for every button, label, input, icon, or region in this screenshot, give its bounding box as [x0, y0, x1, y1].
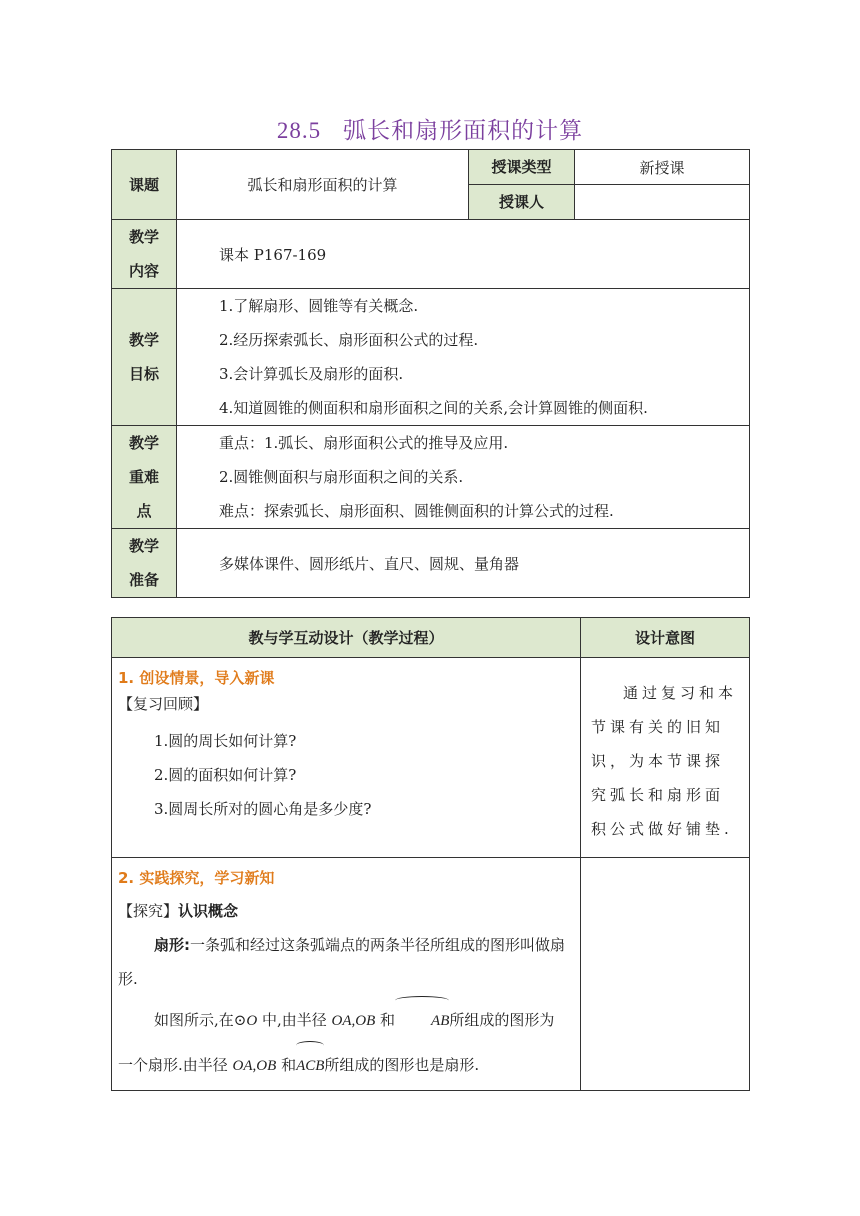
example-line1 [118, 996, 574, 1041]
sector-term: 扇形: [154, 936, 190, 954]
content-label [112, 220, 177, 289]
example-text: 中,由半径 [257, 1011, 332, 1029]
arc-acb: ACB [296, 1046, 324, 1086]
keti-label: 课题 [112, 150, 177, 220]
example-text: 和 [375, 1011, 396, 1029]
goal-item: 4.知道圆锥的侧面积和扇形面积之间的关系,会计算圆锥的侧面积. [219, 399, 648, 417]
lesson-info-table [111, 149, 750, 598]
process-header: 教与学互动设计（教学过程） [112, 618, 581, 658]
key-label-line1: 教学 [128, 434, 159, 452]
review-label: 【复习回顾】 [118, 695, 209, 713]
example-line2 [118, 1041, 574, 1086]
arc-ab: AB [395, 1001, 449, 1041]
explore-title: 认识概念 [178, 902, 239, 920]
explore-label: 【探究】 [118, 902, 179, 920]
key-point-item: 重点：1.弧长、扇形面积公式的推导及应用. [219, 434, 509, 452]
explore-heading [118, 890, 574, 928]
goal-item: 2.经历探索弧长、扇形面积公式的过程. [219, 331, 479, 349]
example-text: 所组成的图形为 [449, 1011, 555, 1029]
intent-text: 通过复习和本节课有关的旧知识，为本节课探究弧长和扇形面积公式做好铺垫. [591, 684, 738, 838]
key-point-item: 2.圆锥侧面积与扇形面积之间的关系. [219, 468, 464, 486]
goal-label-line1: 教学 [128, 331, 159, 349]
section1-cell [112, 658, 581, 858]
key-label-line3: 点 [136, 502, 152, 520]
content-label-line1: 教学 [128, 228, 159, 246]
teacher-label: 授课人 [469, 185, 575, 220]
process-table [111, 617, 750, 1091]
sector-def: 一条弧和经过这条弧端点的两条半径所组成的图形叫做扇形. [118, 936, 566, 988]
goal-item: 3.会计算弧长及扇形的面积. [219, 365, 404, 383]
type-label: 授课类型 [469, 150, 575, 185]
intent-header: 设计意图 [581, 618, 750, 658]
review-item: 1.圆的周长如何计算? [154, 732, 297, 750]
prep-value: 多媒体课件、圆形纸片、直尺、圆规、量角器 [177, 529, 750, 598]
keti-value: 弧长和扇形面积的计算 [177, 150, 469, 220]
example-text: 和 [276, 1056, 297, 1074]
example-text: 如图所示,在⊙ [154, 1011, 247, 1029]
content-value: 课本 P167-169 [177, 220, 750, 289]
key-points [177, 426, 750, 529]
sector-definition [118, 928, 574, 996]
goal-label-line2: 目标 [128, 365, 159, 383]
key-label-line2: 重难 [128, 468, 159, 486]
type-value: 新授课 [575, 150, 750, 185]
key-point-item: 难点：探索弧长、扇形面积、圆锥侧面积的计算公式的过程. [219, 502, 614, 520]
content-label-line2: 内容 [128, 262, 159, 280]
goal-list [177, 289, 750, 426]
prep-label-line2: 准备 [128, 571, 159, 589]
page-title [0, 112, 860, 145]
section1-intent [581, 658, 750, 858]
prep-label-line1: 教学 [128, 537, 159, 555]
example-text: 一个扇形.由半径 [118, 1056, 233, 1074]
section2-intent [581, 858, 750, 1091]
goal-label [112, 289, 177, 426]
circle-o-label: O [246, 1013, 258, 1029]
key-label [112, 426, 177, 529]
title-number: 28.5 [276, 118, 322, 143]
example-text: 所组成的图形也是扇形. [324, 1056, 480, 1074]
prep-label [112, 529, 177, 598]
radii-label: OA,OB [331, 1013, 376, 1029]
section2-cell [112, 858, 581, 1091]
section1-title: 1. 创设情景，导入新课 [118, 669, 275, 687]
radii-label: OA,OB [232, 1058, 277, 1074]
review-item: 3.圆周长所对的圆心角是多少度? [154, 800, 372, 818]
title-text: 弧长和扇形面积的计算 [343, 118, 584, 144]
section2-title: 2. 实践探究，学习新知 [118, 869, 275, 887]
review-item: 2.圆的面积如何计算? [154, 766, 297, 784]
goal-item: 1.了解扇形、圆锥等有关概念. [219, 297, 419, 315]
teacher-value [575, 185, 750, 220]
